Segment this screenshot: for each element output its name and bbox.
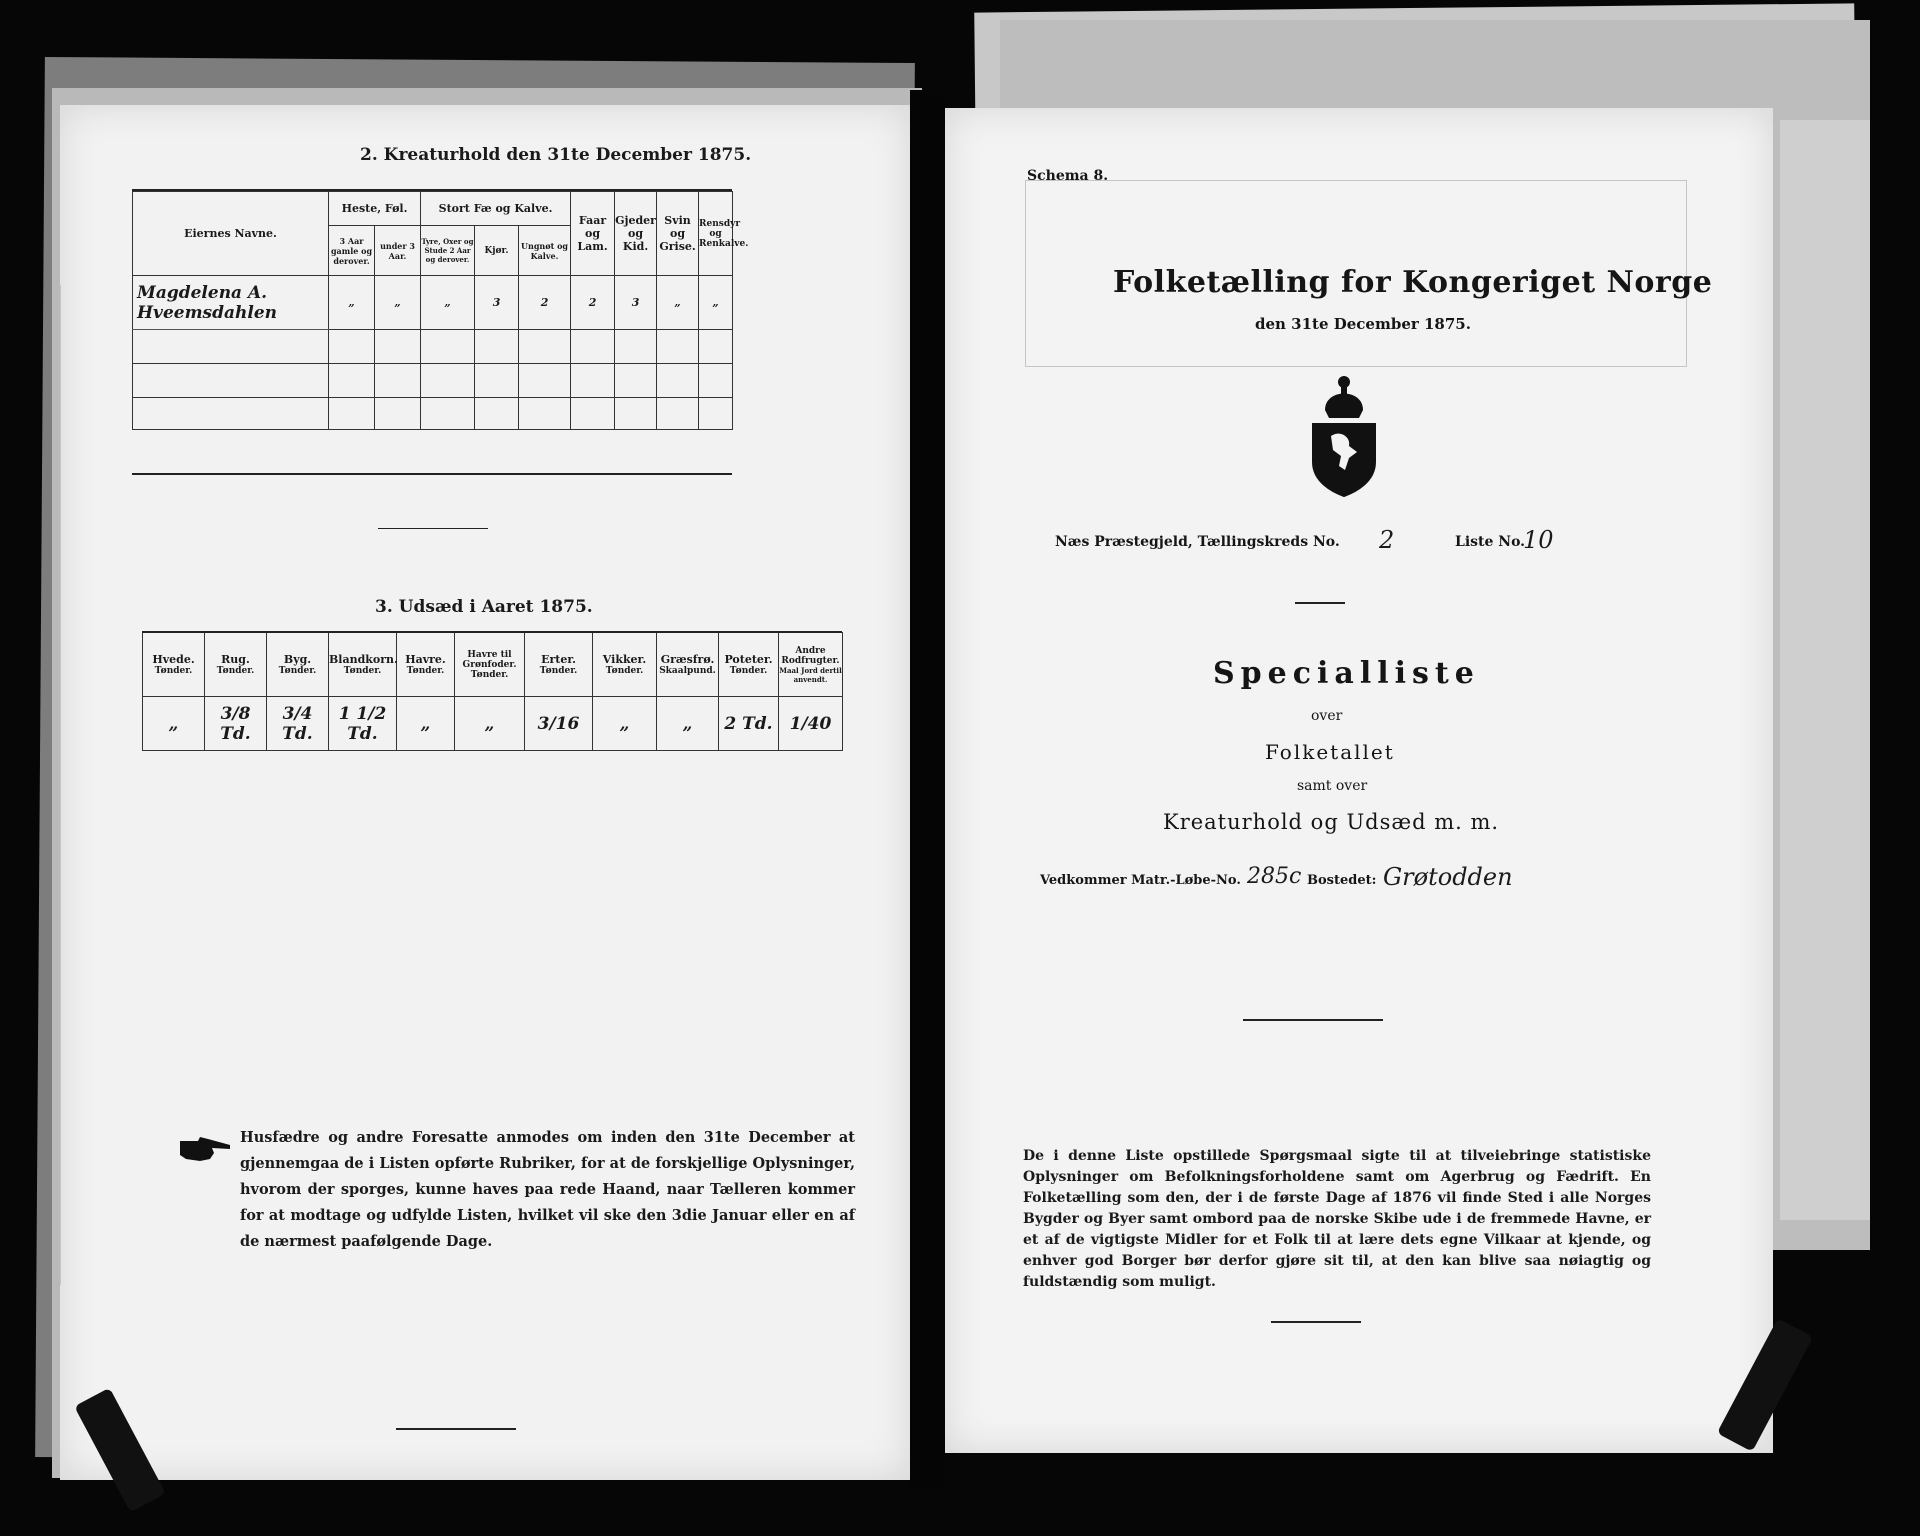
separator-line — [1295, 602, 1345, 604]
backing-sheet-right-edge — [1780, 120, 1870, 1220]
district-label: Næs Præstegjeld, Tællingskreds No. — [1055, 534, 1340, 550]
livestock-value: „ — [329, 276, 375, 330]
sowing-value: 3/16 — [525, 697, 593, 751]
book-gutter — [910, 90, 945, 1490]
instructions-notice: Husfædre og andre Foresatte anmodes om inden den 31te December at gjennemgaa de i Listen opførte Rubriker, for at de forskjellige Oplysninger, hvorom der sporges, kunne haves paa rede Haand, naar Tælleren kommer for at modtage og udfylde Listen, hvilket vil ske den 3die Januar eller en af de nærmest paafølgende Dage. — [240, 1129, 855, 1250]
livestock-value: „ — [699, 276, 733, 330]
livestock-value: „ — [657, 276, 699, 330]
owner-name-cell: Magdelena A. Hveemsdahlen — [133, 276, 329, 330]
coat-of-arms-icon — [1305, 370, 1383, 498]
kreaturhold-heading: Kreaturhold og Udsæd m. m. — [1163, 810, 1500, 834]
sowing-table — [142, 632, 843, 751]
ungnot-header: Ungnøt og Kalve. — [519, 226, 571, 276]
footer-line — [396, 1428, 516, 1430]
kjor-header: Kjør. — [475, 226, 519, 276]
svin-header: Svin og Grise. — [657, 192, 699, 276]
havre-header: Havre. Tønder. — [397, 633, 455, 697]
rug-header: Rug. Tønder. — [205, 633, 267, 697]
section-3-top-rule — [142, 631, 842, 633]
left-page — [60, 105, 910, 1480]
tyre-header: Tyre, Oxer og Stude 2 Aar og derover. — [421, 226, 475, 276]
erter-header: Erter. Tønder. — [525, 633, 593, 697]
district-number: 2 — [1379, 526, 1395, 554]
folketallet-heading: Folketallet — [1265, 740, 1395, 764]
page-margin-shadow — [60, 285, 101, 1285]
separator-line — [378, 528, 488, 529]
document-date: den 31te December 1875. — [1255, 315, 1471, 333]
stort-fae-header: Stort Fæ og Kalve. — [421, 192, 571, 226]
sowing-value: „ — [657, 697, 719, 751]
sowing-value: „ — [143, 697, 205, 751]
separator-line — [1243, 1019, 1383, 1021]
sowing-value: 1/40 — [779, 697, 843, 751]
right-page — [945, 108, 1773, 1453]
schema-label: Schema 8. — [1027, 168, 1109, 184]
havre-gronfoder-header: Havre til Grønfoder. Tønder. — [455, 633, 525, 697]
matr-value: 285c — [1247, 864, 1302, 889]
heste-under3-header: under 3 Aar. — [375, 226, 421, 276]
specialliste-heading: Specialliste — [1213, 656, 1480, 691]
livestock-value: „ — [375, 276, 421, 330]
gjeder-header: Gjeder og Kid. — [615, 192, 657, 276]
sowing-value: 1 1/2 Td. — [329, 697, 397, 751]
liste-number: 10 — [1523, 526, 1554, 554]
owner-name-header: Eiernes Navne. — [133, 192, 329, 276]
livestock-value: 3 — [475, 276, 519, 330]
heste-3aar-header: 3 Aar gamle og derover. — [329, 226, 375, 276]
blandkorn-header: Blandkorn. Tønder. — [329, 633, 397, 697]
document-title: Folketælling for Kongeriget Norge — [1113, 265, 1713, 300]
samt-over-text: samt over — [1297, 778, 1368, 794]
sowing-value: „ — [593, 697, 657, 751]
liste-label: Liste No. — [1455, 534, 1526, 550]
pointing-hand-icon — [178, 1135, 234, 1165]
faar-header: Faar og Lam. — [571, 192, 615, 276]
livestock-value: 2 — [571, 276, 615, 330]
over-text: over — [1311, 708, 1343, 724]
sowing-value: 2 Td. — [719, 697, 779, 751]
byg-header: Byg. Tønder. — [267, 633, 329, 697]
section-3-title: 3. Udsæd i Aaret 1875. — [375, 597, 593, 617]
bosted-value: Grøtodden — [1383, 863, 1513, 891]
livestock-table — [132, 191, 749, 430]
heste-header: Heste, Føl. — [329, 192, 421, 226]
matr-label: Vedkommer Matr.-Løbe-No. — [1040, 873, 1241, 888]
vikker-header: Vikker. Tønder. — [593, 633, 657, 697]
rensdyr-header: Rensdyr og Renkalve. — [699, 192, 733, 276]
livestock-value: 3 — [615, 276, 657, 330]
livestock-value: 2 — [519, 276, 571, 330]
rodfrugter-header: Andre Rodfrugter. Maal Jord dertil anvendt. — [779, 633, 843, 697]
explanatory-paragraph: De i denne Liste opstillede Spørgsmaal sigte til at tilveiebringe statistiske Oplysninger om Befolkningsforholdene samt om Agerbrug og Fædrift. En Folketælling som den, der i de første Dage af 1876 vil finde Sted i alle Norges Bygder og Byer samt ombord paa de norske Skibe ude i de fremmede Havne, er et af de vigtigste Midler for et Folk til at lære dets egne Vilkaar at kjende, og enhver god Borger bør derfor gjøre sit til, at den kan blive saa nøiagtig og fuldstændig som muligt. — [1023, 1148, 1651, 1290]
sowing-value: „ — [455, 697, 525, 751]
sowing-value: „ — [397, 697, 455, 751]
livestock-value: „ — [421, 276, 475, 330]
graesfro-header: Græsfrø. Skaalpund. — [657, 633, 719, 697]
poteter-header: Poteter. Tønder. — [719, 633, 779, 697]
section-2-bottom-rule — [132, 473, 732, 475]
sowing-value: 3/4 Td. — [267, 697, 329, 751]
footer-line — [1271, 1321, 1361, 1323]
sowing-value: 3/8 Td. — [205, 697, 267, 751]
section-2-title: 2. Kreaturhold den 31te December 1875. — [360, 145, 752, 165]
bosted-label: Bostedet: — [1307, 873, 1377, 888]
hvede-header: Hvede. Tønder. — [143, 633, 205, 697]
